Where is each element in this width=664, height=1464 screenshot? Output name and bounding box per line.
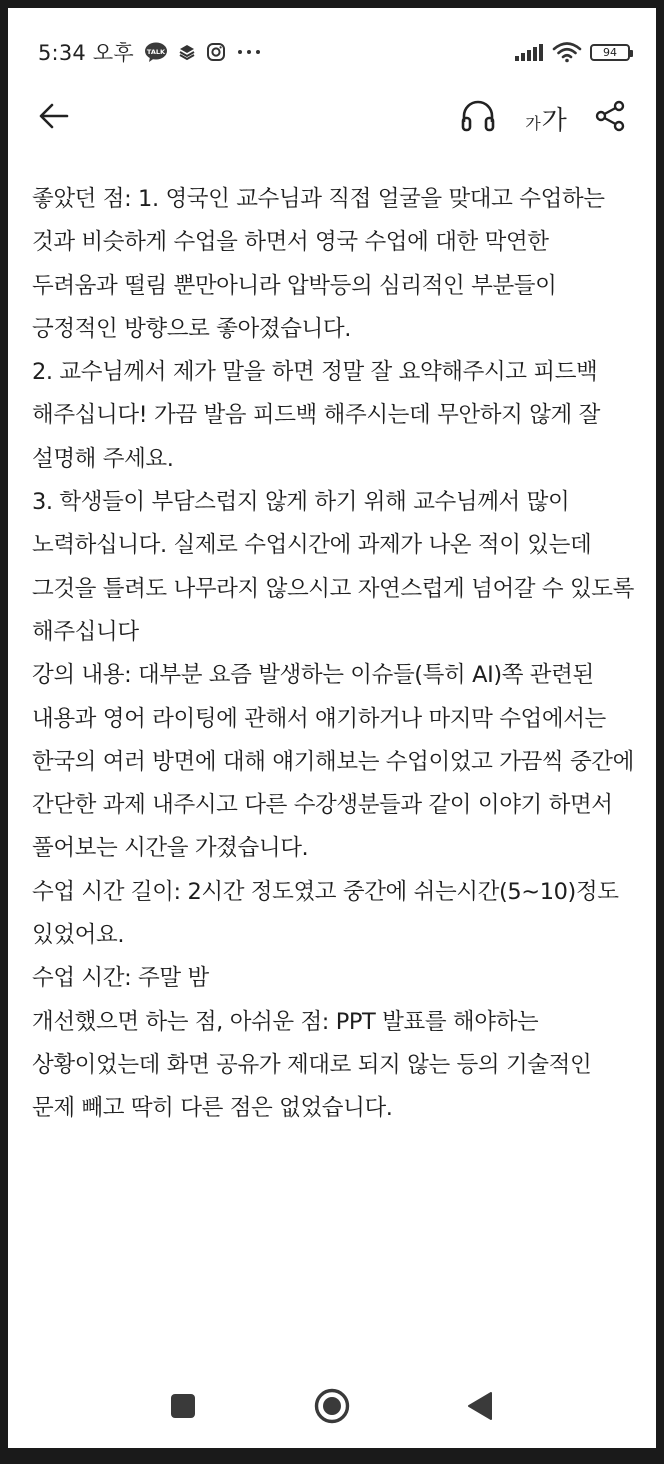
square-recents-icon	[170, 1393, 196, 1423]
font-size-button[interactable]	[518, 86, 574, 150]
more-dots-icon	[236, 47, 262, 57]
kakaotalk-icon	[144, 41, 168, 63]
paragraph-point-2: 2. 교수님께서 제가 말을 하면 정말 잘 요약해주시고 피드백 해주십니다! 가끔 발음 피드백 해주시는데 무안하지 않게 잘 설명해 주세요.	[32, 359, 600, 472]
recents-button[interactable]	[153, 1378, 213, 1438]
battery-level: 94	[603, 45, 617, 59]
battery-icon	[590, 44, 630, 61]
app-bar	[8, 86, 656, 150]
paragraph-improvements: 개선했으면 하는 점, 아쉬운 점: PPT 발표를 해야하는 상황이었는데 화면 공유가 제대로 되지 않는 등의 기술적인 문제 빼고 딱히 다른 점은 없었습니다.	[32, 1008, 592, 1122]
status-bar	[8, 32, 656, 72]
cellular-signal-icon	[514, 43, 544, 61]
triangle-back-icon	[467, 1391, 493, 1425]
paragraph-good-points: 좋았던 점: 1. 영국인 교수님과 직접 얼굴을 맞대고 수업하는 것과 비슷하게 수업을 하면서 영국 수업에 대한 막연한 두려움과 떨림 뿐만아니라 압박등의 심리적인 부분들이 긍정적인 방향으로 좋아졌습니다.	[32, 186, 605, 342]
layers-icon	[178, 43, 196, 61]
paragraph-class-time: 수업 시간: 주말 밤	[32, 965, 209, 992]
arrow-left-icon	[39, 103, 69, 133]
phone-screen	[8, 8, 656, 1448]
font-size-icon	[525, 100, 567, 137]
status-right	[514, 32, 630, 72]
wifi-icon	[552, 41, 582, 63]
share-icon	[594, 100, 626, 136]
paragraph-lecture-content: 강의 내용: 대부분 요즘 발생하는 이슈들(특히 AI)쪽 관련된 내용과 영어 라이팅에 관해서 얘기하거나 마지막 수업에서는 한국의 여러 방면에 대해 얘기해보는 수업이었고 가끔씩 중간에 간단한 과제 내주시고 다른 수강생분들과 같이 이야기 하면서 풀어보는 시간을 가졌습니다.	[32, 662, 634, 862]
back-button[interactable]	[30, 86, 78, 150]
headphones-icon	[461, 100, 495, 136]
instagram-icon	[206, 42, 226, 62]
svg-text:TALK: TALK	[146, 48, 165, 56]
system-nav-bar	[8, 1378, 656, 1438]
home-button[interactable]	[302, 1378, 362, 1438]
status-time: 5:34 오후	[38, 41, 134, 65]
review-content	[32, 178, 634, 1131]
circle-home-icon	[314, 1388, 350, 1428]
status-left	[38, 32, 262, 72]
font-size-small-glyph: 가	[525, 113, 541, 133]
share-button[interactable]	[586, 86, 634, 150]
paragraph-point-3: 3. 학생들이 부담스럽지 않게 하기 위해 교수님께서 많이 노력하십니다. 실제로 수업시간에 과제가 나온 적이 있는데 그것을 틀려도 나무라지 않으시고 자연스럽게 넘어갈 수 있도록 해주십니다	[32, 489, 634, 645]
listen-button[interactable]	[454, 86, 502, 150]
nav-back-button[interactable]	[450, 1378, 510, 1438]
font-size-large-glyph: 가	[541, 105, 567, 136]
paragraph-class-length: 수업 시간 길이: 2시간 정도였고 중간에 쉬는시간(5~10)정도 있었어요.	[32, 878, 619, 949]
